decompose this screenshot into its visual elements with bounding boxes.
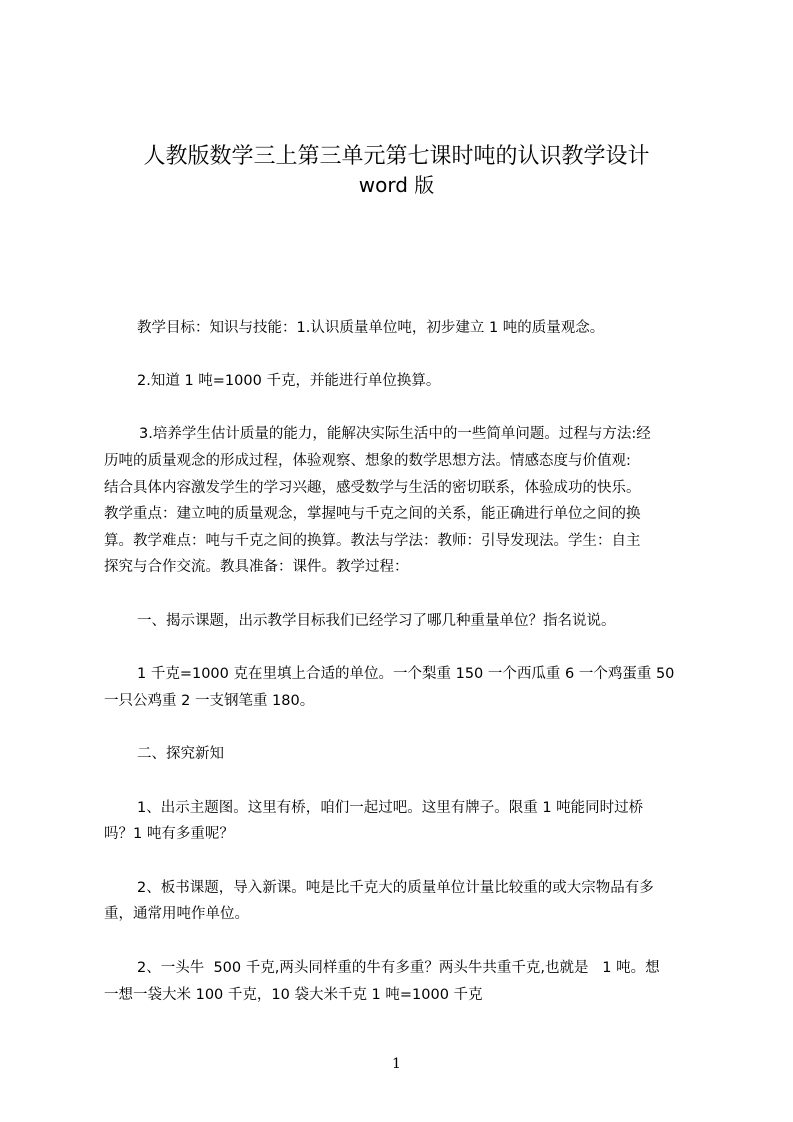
paragraph-objectives: 教学目标：知识与技能：1.认识质量单位吨，初步建立 1 吨的质量观念。: [137, 320, 605, 336]
page-number: 1: [392, 1056, 401, 1072]
paragraph-bridge-line-1: 1、出示主题图。这里有桥，咱们一起过吧。这里有牌子。限重 1 吨能同时过桥: [137, 800, 644, 816]
paragraph-cattle-line-2: 一想一袋大米 100 千克，10 袋大米千克 1 吨=1000 千克: [104, 987, 483, 1003]
paragraph-ability-line-5: 算。教学难点：吨与千克之间的换算。教法与学法：教师：引导发现法。学生：自主: [104, 533, 641, 549]
paragraph-ability-line-3: 结合具体内容激发学生的学习兴趣，感受数学与生活的密切联系，体验成功的快乐。: [104, 480, 641, 496]
paragraph-section-1: 一、揭示课题，出示教学目标我们已经学习了哪几种重量单位？指名说说。: [137, 613, 616, 629]
paragraph-units-line-1: 1 千克=1000 克在里填上合适的单位。一个梨重 150 一个西瓜重 6 一个鸡蛋重 50: [137, 666, 675, 682]
paragraph-bridge-line-2: 吗？1 吨有多重呢？: [104, 826, 234, 842]
paragraph-ability-line-6: 探究与合作交流。教具准备：课件。教学过程：: [104, 559, 409, 575]
paragraph-ability-line-2: 历吨的质量观念的形成过程，体验观察、想象的数学思想方法。情感态度与价值观:: [104, 453, 631, 469]
paragraph-ability-line-1: 3.培养学生估计质量的能力，能解决实际生活中的一些简单问题。过程与方法:经: [139, 426, 651, 442]
paragraph-cattle-line-1: 2、一头牛 500 千克,两头同样重的牛有多重？两头牛共重千克,也就是 1 吨。想: [137, 960, 660, 976]
paragraph-section-2: 二、探究新知: [137, 746, 224, 762]
paragraph-units-line-2: 一只公鸡重 2 一支钢笔重 180。: [104, 693, 315, 709]
title-line-1: 人教版数学三上第三单元第七课时吨的认识教学设计: [143, 144, 650, 169]
paragraph-board-line-2: 重，通常用吨作单位。: [104, 906, 249, 922]
paragraph-conversion: 2.知道 1 吨=1000 千克，并能进行单位换算。: [137, 373, 441, 389]
paragraph-ability-line-4: 教学重点：建立吨的质量观念，掌握吨与千克之间的关系，能正确进行单位之间的换: [104, 506, 641, 522]
paragraph-board-line-1: 2、板书课题，导入新课。吨是比千克大的质量单位计量比较重的或大宗物品有多: [137, 880, 654, 896]
title-line-2: word 版: [358, 173, 435, 197]
